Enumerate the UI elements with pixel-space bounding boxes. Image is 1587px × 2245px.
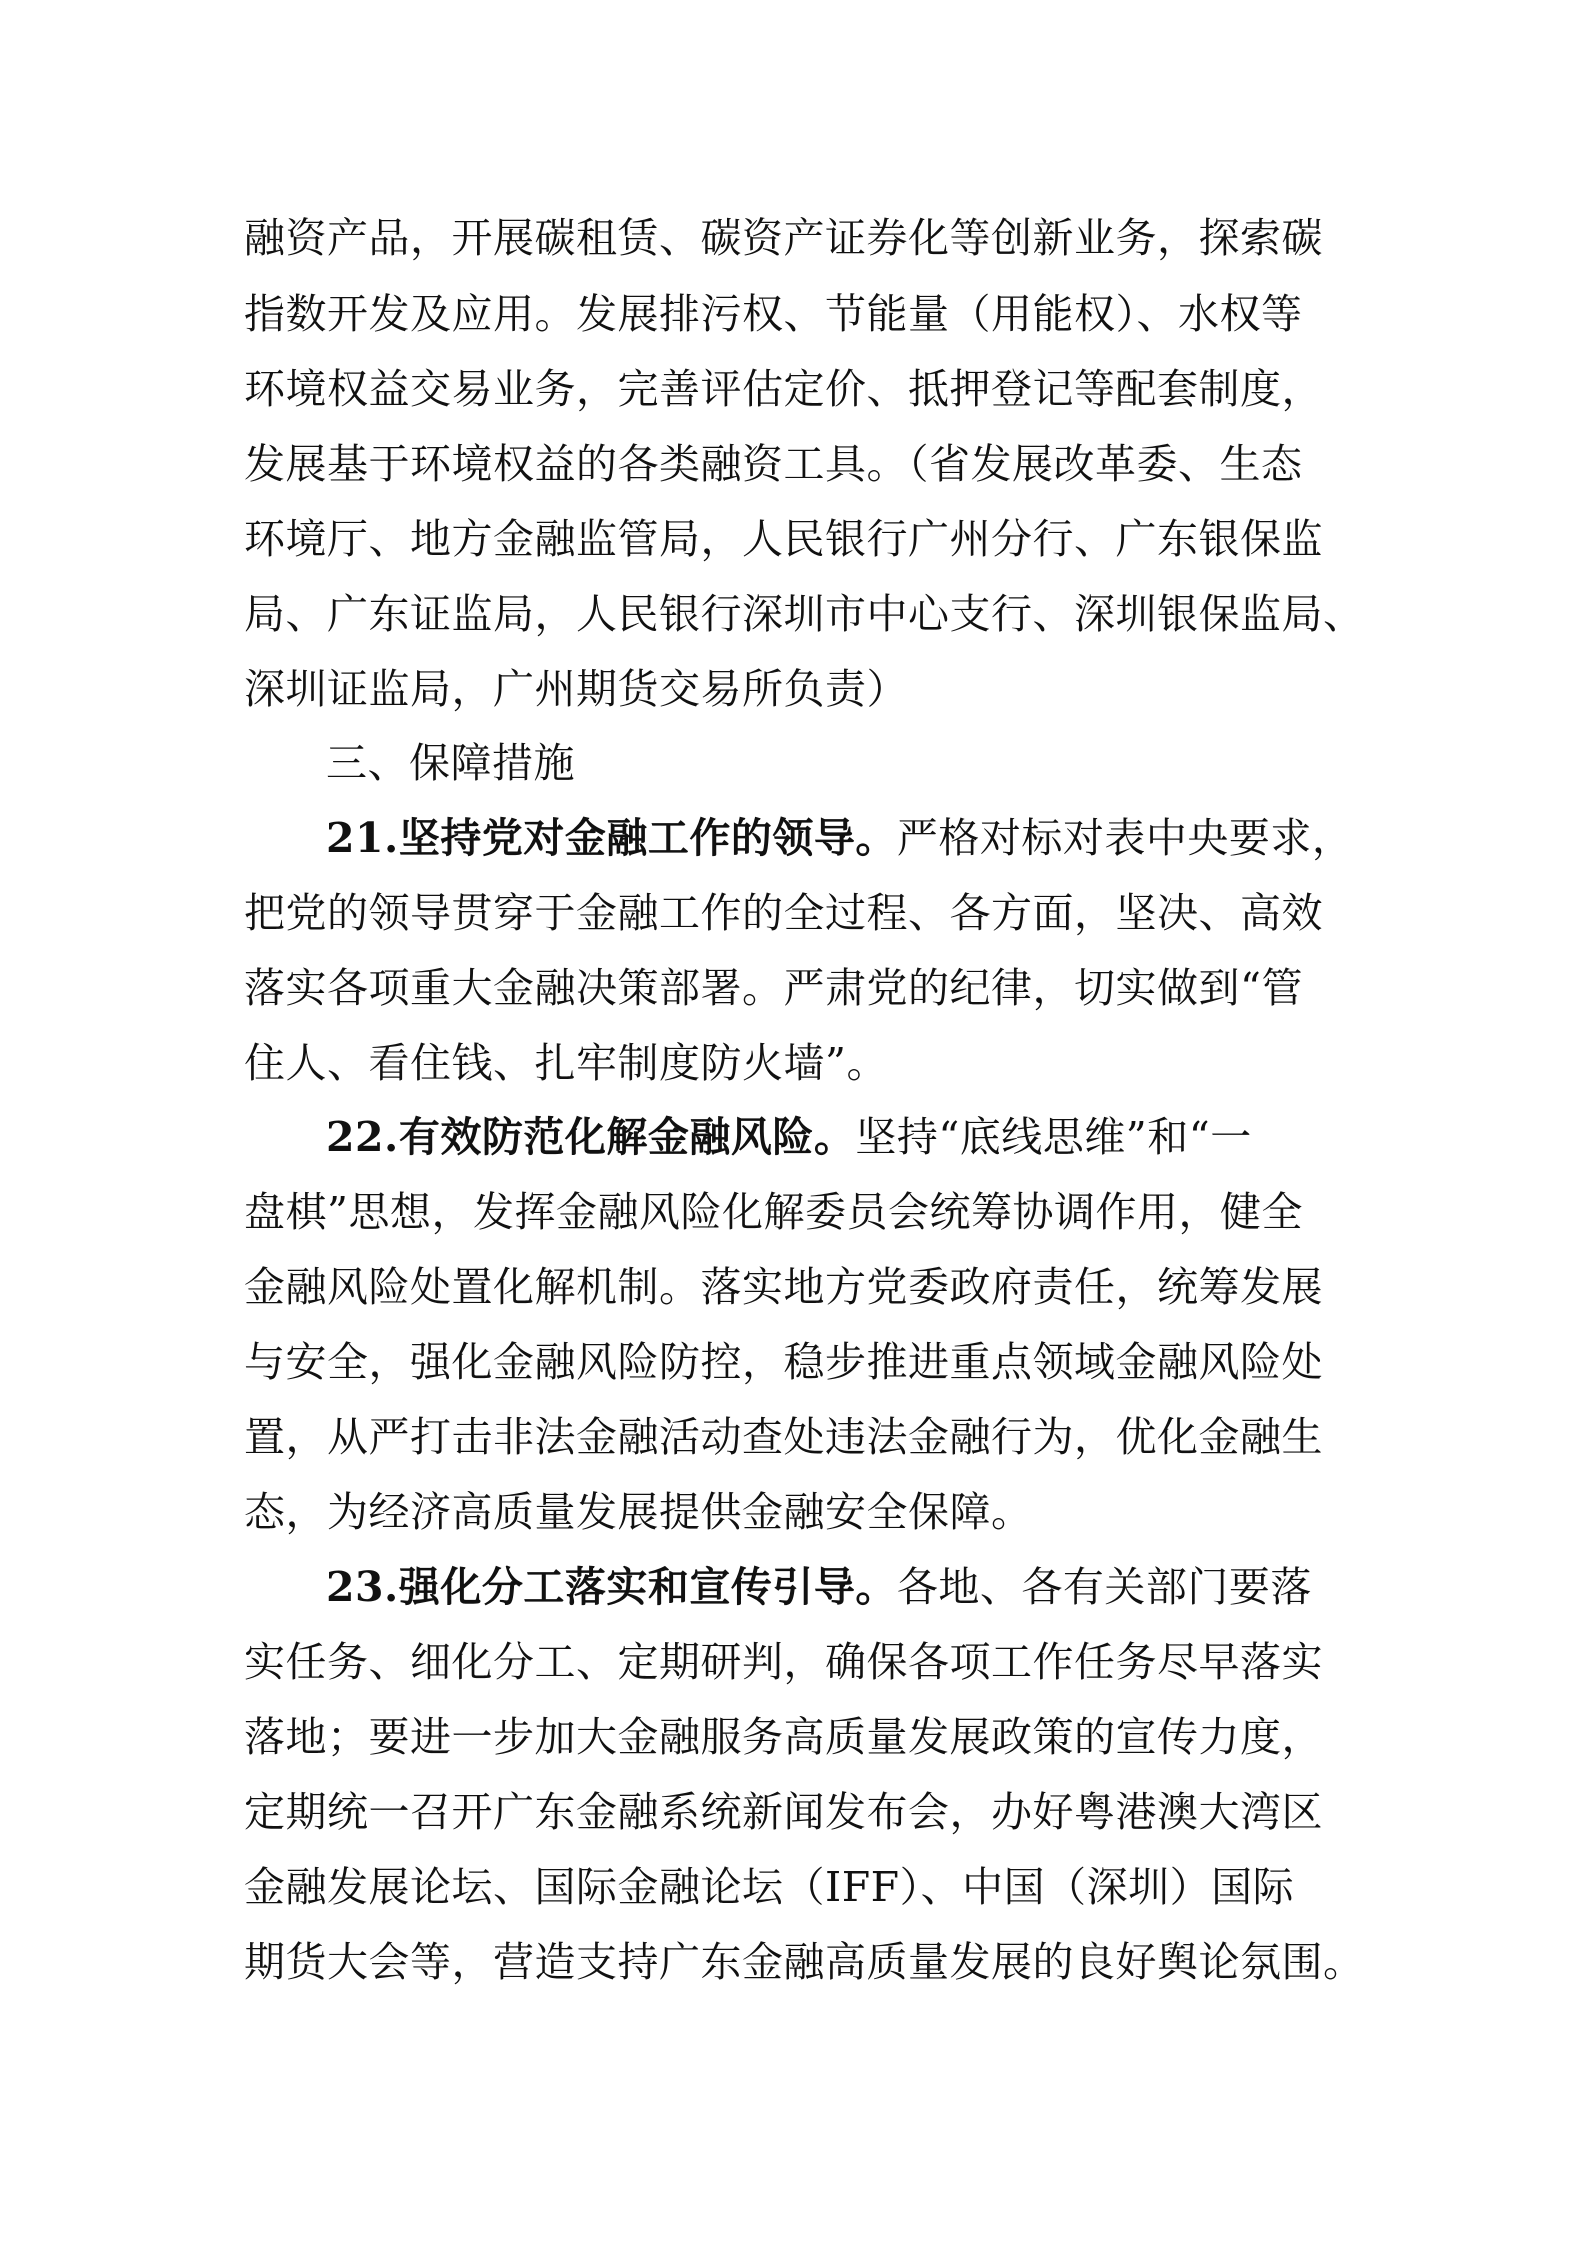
paragraph-line: 实任务、细化分工、定期研判，确保各项工作任务尽早落实: [244, 1638, 1323, 1686]
paragraph-line: 融资产品，开展碳租赁、碳资产证券化等创新业务，探索碳: [244, 214, 1323, 262]
paragraph-line: 住人、看住钱、扎牢制度防火墙”。: [244, 1039, 888, 1087]
item-23-title: 23.强化分工落实和宣传引导。: [326, 1563, 897, 1611]
paragraph-line: 局、广东证监局，人民银行深圳市中心支行、深圳银保监局、: [244, 590, 1365, 638]
paragraph-line: 落地；要进一步加大金融服务高质量发展政策的宣传力度，: [244, 1713, 1323, 1761]
item-21-title: 21.坚持党对金融工作的领导。: [326, 814, 897, 862]
item-22-first-line: [326, 1107, 1356, 1167]
paragraph-line: 把党的领导贯穿于金融工作的全过程、各方面，坚决、高效: [244, 889, 1323, 937]
paragraph-line: 与安全，强化金融风险防控，稳步推进重点领域金融风险处: [244, 1338, 1323, 1386]
paragraph-line: 环境厅、地方金融监管局，人民银行广州分行、广东银保监: [244, 515, 1323, 563]
item-23-first-line: [326, 1557, 1356, 1617]
section-heading: 三、保障措施: [326, 739, 575, 787]
item-21-text: 严格对标对表中央要求，: [896, 814, 1354, 862]
paragraph-line: 落实各项重大金融决策部署。严肃党的纪律，切实做到“管: [244, 964, 1303, 1012]
item-23-text: 各地、各有关部门要落: [896, 1563, 1312, 1611]
paragraph-line: 深圳证监局，广州期货交易所负责）: [244, 665, 908, 713]
paragraph-line: 指数开发及应用。发展排污权、节能量（用能权）、水权等: [244, 290, 1303, 338]
item-21-first-line: [326, 808, 1356, 868]
paragraph-line: 金融发展论坛、国际金融论坛（IFF）、中国（深圳）国际: [244, 1863, 1295, 1911]
paragraph-line: 置，从严打击非法金融活动查处违法金融行为，优化金融生: [244, 1413, 1323, 1461]
paragraph-line: 金融风险处置化解机制。落实地方党委政府责任，统筹发展: [244, 1263, 1323, 1311]
paragraph-line: 发展基于环境权益的各类融资工具。（省发展改革委、生态: [244, 440, 1303, 488]
item-22-title: 22.有效防范化解金融风险。: [326, 1113, 856, 1161]
paragraph-line: 态，为经济高质量发展提供金融安全保障。: [244, 1488, 1033, 1536]
item-22-text: 坚持“底线思维”和“一: [855, 1113, 1252, 1161]
paragraph-line: 盘棋”思想，发挥金融风险化解委员会统筹协调作用，健全: [244, 1188, 1303, 1236]
paragraph-line: 定期统一召开广东金融系统新闻发布会，办好粤港澳大湾区: [244, 1788, 1323, 1836]
paragraph-line: 期货大会等，营造支持广东金融高质量发展的良好舆论氛围。: [244, 1938, 1365, 1986]
paragraph-line: 环境权益交易业务，完善评估定价、抵押登记等配套制度，: [244, 365, 1323, 413]
